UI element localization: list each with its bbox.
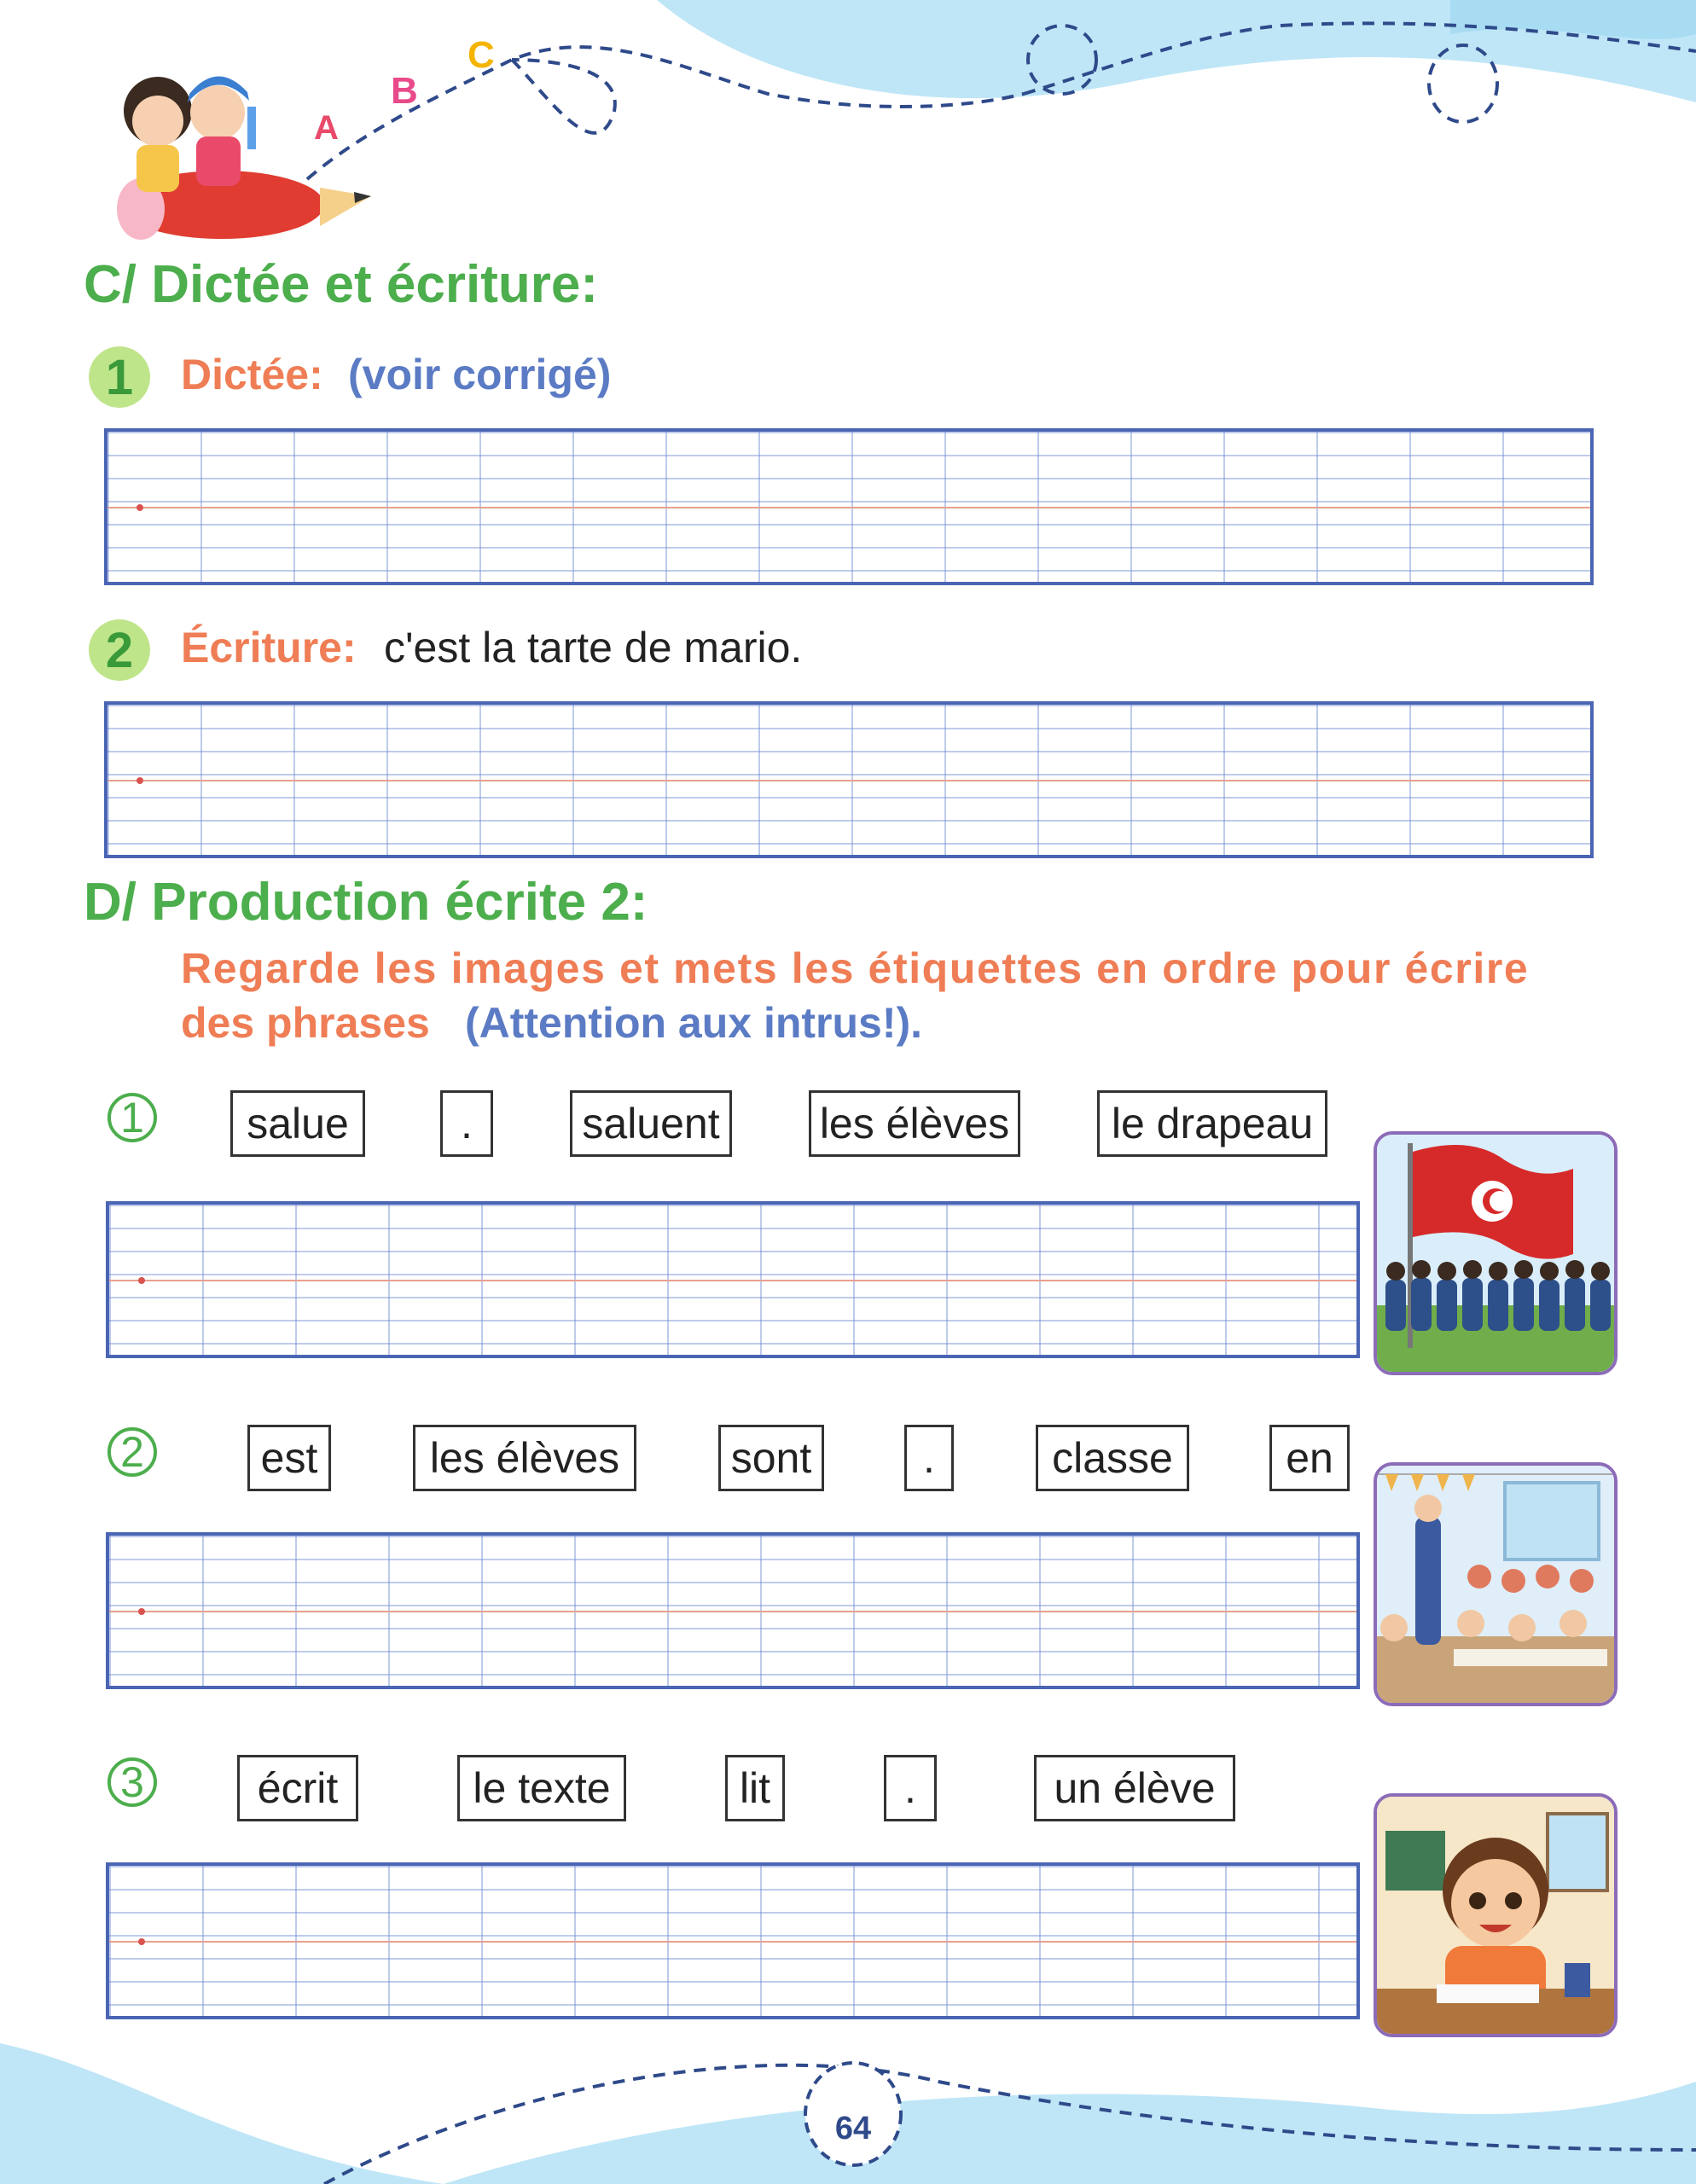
flag-salute-picture — [1374, 1131, 1618, 1375]
word-label[interactable]: les élèves — [809, 1090, 1020, 1157]
dictee-label: Dictée: — [181, 351, 323, 398]
boy-writing-picture — [1374, 1793, 1618, 2037]
exercise-1-badge: 1 — [89, 346, 150, 408]
instruction-line-2a: des phrases — [181, 999, 430, 1047]
word-label[interactable]: un élève — [1034, 1755, 1235, 1821]
start-dot — [138, 1277, 145, 1284]
word-label[interactable]: en — [1269, 1425, 1350, 1491]
classroom-picture — [1374, 1462, 1618, 1706]
baseline — [107, 780, 1590, 781]
baseline — [109, 1280, 1356, 1281]
section-c-title: C/ Dictée et écriture: — [84, 255, 598, 314]
instruction-line-2b: (Attention aux intrus!). — [465, 999, 923, 1047]
exercise-d2-writing-area[interactable] — [106, 1532, 1360, 1689]
exercise-d3-number: 3 — [107, 1757, 157, 1807]
dictee-writing-area[interactable] — [104, 428, 1594, 585]
word-label[interactable]: les élèves — [413, 1425, 636, 1491]
letter-a-decoration: A — [314, 109, 339, 147]
baseline — [109, 1611, 1356, 1612]
start-dot — [136, 504, 143, 511]
start-dot — [136, 777, 143, 784]
word-label[interactable]: . — [904, 1425, 954, 1491]
baseline — [109, 1941, 1356, 1943]
page-number: 64 — [834, 2110, 872, 2146]
start-dot — [138, 1938, 145, 1945]
word-label[interactable]: le texte — [457, 1755, 626, 1821]
word-label[interactable]: lit — [725, 1755, 785, 1821]
exercise-d2-number: 2 — [107, 1427, 157, 1477]
ecriture-writing-area[interactable] — [104, 701, 1594, 858]
kids-on-pencil-illustration — [68, 51, 427, 247]
word-label[interactable]: . — [884, 1755, 937, 1821]
word-label[interactable]: écrit — [237, 1755, 358, 1821]
word-label[interactable]: est — [247, 1425, 331, 1491]
instruction-line-1: Regarde les images et mets les étiquettes en ordre pour écrire — [181, 944, 1530, 992]
word-label[interactable]: classe — [1036, 1425, 1189, 1491]
exercise-d1-number: 1 — [107, 1093, 157, 1142]
word-label[interactable]: salue — [230, 1090, 365, 1157]
word-label[interactable]: le drapeau — [1097, 1090, 1327, 1157]
letter-c-decoration: C — [468, 34, 495, 76]
exercise-2-badge: 2 — [89, 619, 150, 681]
exercise-d1-writing-area[interactable] — [106, 1201, 1360, 1358]
letter-b-decoration: B — [391, 70, 418, 112]
word-label[interactable]: . — [440, 1090, 493, 1157]
ecriture-label: Écriture: — [181, 624, 357, 671]
word-label[interactable]: saluent — [570, 1090, 732, 1157]
word-label[interactable]: sont — [718, 1425, 824, 1491]
section-d-title: D/ Production écrite 2: — [84, 873, 648, 932]
ecriture-text: c'est la tarte de mario. — [384, 624, 803, 671]
dictee-note: (voir corrigé) — [348, 351, 612, 398]
baseline — [107, 507, 1590, 508]
start-dot — [138, 1608, 145, 1615]
exercise-d3-writing-area[interactable] — [106, 1862, 1360, 2019]
